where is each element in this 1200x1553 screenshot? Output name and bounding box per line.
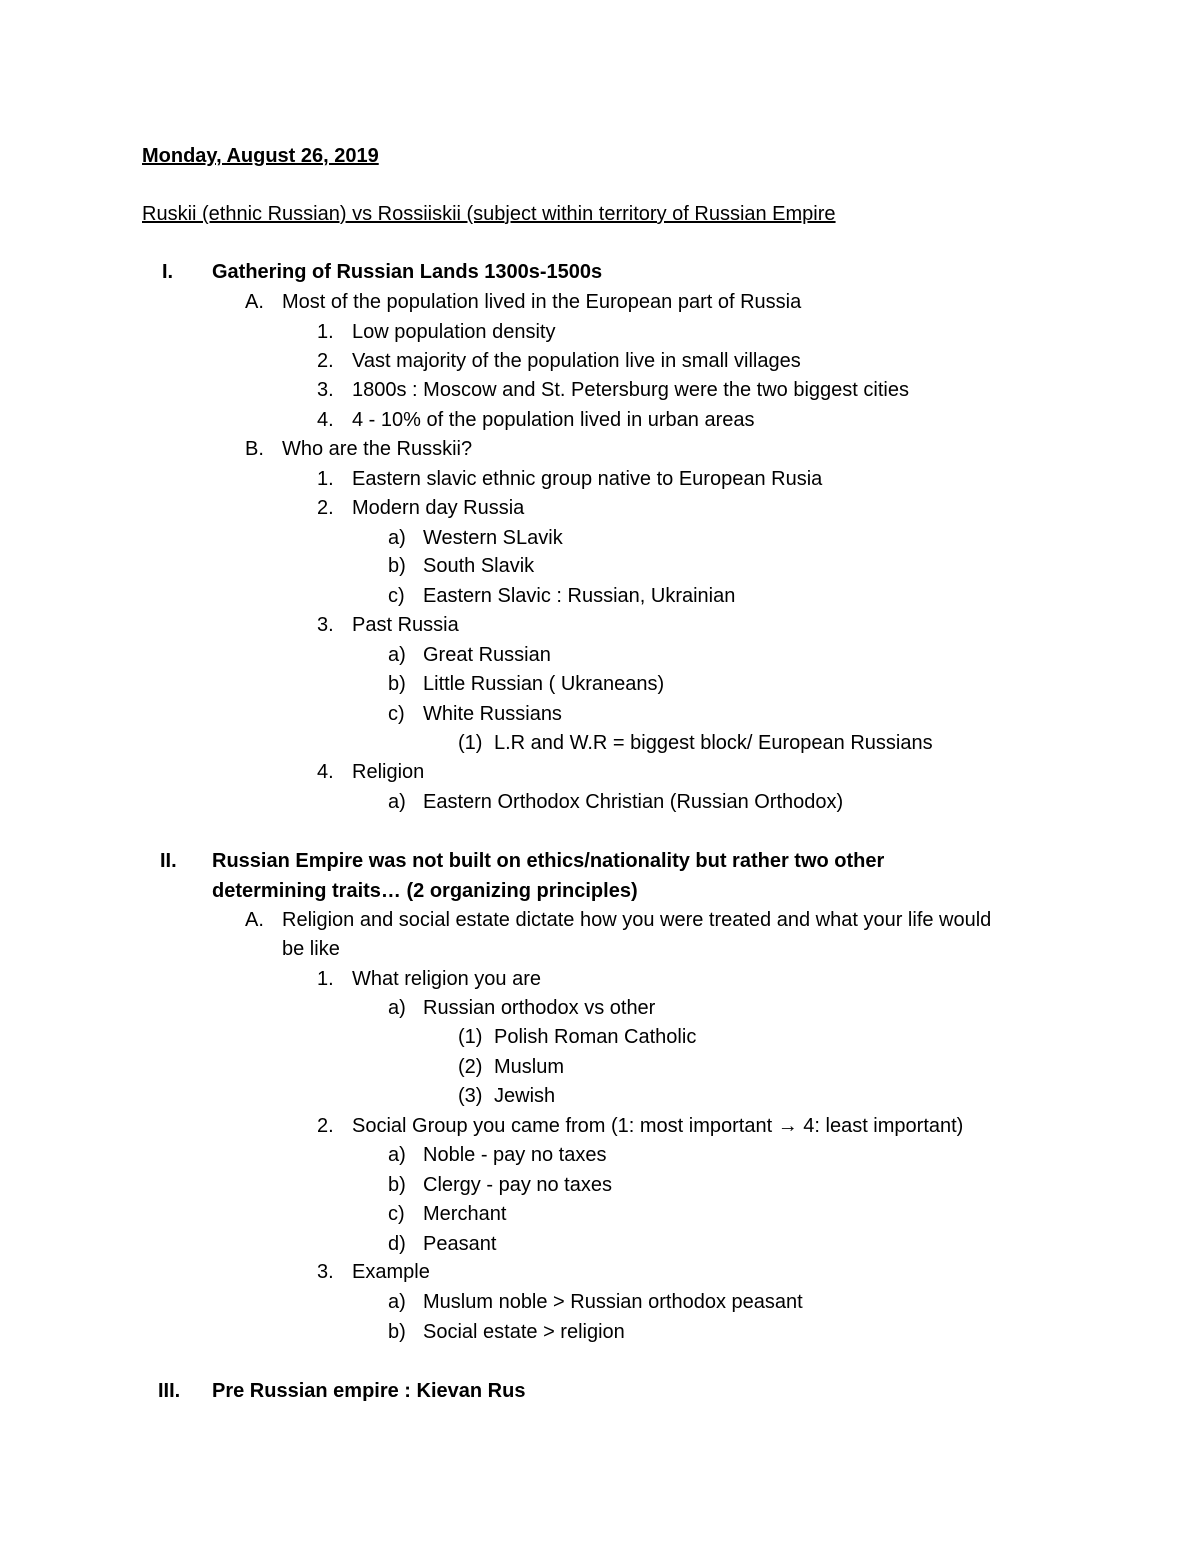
list-text: Noble - pay no taxes <box>423 1144 607 1166</box>
list-item <box>0 464 1200 494</box>
list-item <box>0 964 1200 994</box>
list-text: Vast majority of the population live in small villages <box>352 350 801 372</box>
list-marker: a) <box>388 997 406 1019</box>
section-title: Russian Empire was not built on ethics/nationality but rather two other <box>212 850 885 872</box>
list-item <box>0 581 1200 611</box>
list-text: Muslum noble > Russian orthodox peasant <box>423 1291 803 1313</box>
list-marker: 3. <box>317 1261 334 1283</box>
list-item <box>0 1022 1200 1052</box>
list-text: Social estate > religion <box>423 1321 625 1343</box>
list-item <box>0 787 1200 817</box>
list-text: Example <box>352 1261 430 1283</box>
list-marker: c) <box>388 703 405 725</box>
list-item <box>0 699 1200 729</box>
list-text: South Slavik <box>423 555 535 577</box>
list-text: Social Group you came from (1: most important → 4: least important) <box>352 1115 964 1137</box>
list-item <box>0 1140 1200 1170</box>
page-title: Monday, August 26, 2019 <box>142 145 379 167</box>
list-marker: c) <box>388 1203 405 1225</box>
list-item <box>0 1052 1200 1082</box>
list-text: Little Russian ( Ukraneans) <box>423 673 665 695</box>
list-item <box>0 1081 1200 1111</box>
list-item <box>0 346 1200 376</box>
list-text: Eastern Orthodox Christian (Russian Orthodox) <box>423 791 844 813</box>
list-marker: 1. <box>317 968 334 990</box>
list-item <box>0 551 1200 581</box>
list-text: Eastern slavic ethnic group native to European Rusia <box>352 468 823 490</box>
list-marker: 1. <box>317 321 334 343</box>
page-subtitle: Ruskii (ethnic Russian) vs Rossiiskii (subject within territory of Russian Empire <box>142 203 836 225</box>
list-item <box>0 993 1200 1023</box>
list-text: Peasant <box>423 1233 497 1255</box>
list-item <box>0 1229 1200 1259</box>
section-marker: I. <box>162 261 174 283</box>
list-marker: b) <box>388 1321 406 1343</box>
list-text: Low population density <box>352 321 556 343</box>
list-text: Jewish <box>494 1085 556 1107</box>
list-item <box>0 405 1200 435</box>
section-title: Gathering of Russian Lands 1300s-1500s <box>212 261 603 283</box>
list-item <box>0 434 1200 464</box>
list-item <box>0 493 1200 523</box>
list-item <box>0 1257 1200 1287</box>
list-marker: (2) <box>458 1056 483 1078</box>
list-item <box>0 669 1200 699</box>
list-text: be like <box>282 938 340 960</box>
list-marker: a) <box>388 1144 406 1166</box>
list-text: What religion you are <box>352 968 541 990</box>
list-text: Clergy - pay no taxes <box>423 1174 612 1196</box>
list-text: 4 - 10% of the population lived in urban areas <box>352 409 755 431</box>
list-text: Russian orthodox vs other <box>423 997 656 1019</box>
list-item <box>0 757 1200 787</box>
list-marker: B. <box>245 438 264 460</box>
list-item <box>0 1170 1200 1200</box>
list-text: Muslum <box>494 1056 565 1078</box>
list-marker: (1) <box>458 732 483 754</box>
list-marker: b) <box>388 555 406 577</box>
list-marker: 1. <box>317 468 334 490</box>
list-marker: 4. <box>317 409 334 431</box>
list-marker: a) <box>388 791 406 813</box>
list-text: Who are the Russkii? <box>282 438 473 460</box>
list-marker: 2. <box>317 497 334 519</box>
section-marker: III. <box>158 1380 181 1402</box>
list-item <box>0 317 1200 347</box>
list-item <box>0 287 1200 317</box>
list-item <box>0 728 1200 758</box>
list-item <box>0 610 1200 640</box>
list-text: Religion <box>352 761 425 783</box>
list-marker: 4. <box>317 761 334 783</box>
list-marker: (3) <box>458 1085 483 1107</box>
list-text: Western SLavik <box>423 527 563 549</box>
list-marker: A. <box>245 291 264 313</box>
list-marker: d) <box>388 1233 406 1255</box>
list-text: Great Russian <box>423 644 551 666</box>
section-title: Pre Russian empire : Kievan Rus <box>212 1380 526 1402</box>
list-item <box>0 375 1200 405</box>
list-marker: a) <box>388 644 406 666</box>
list-text: L.R and W.R = biggest block/ European Russians <box>494 732 933 754</box>
list-item <box>0 640 1200 670</box>
list-item <box>0 1317 1200 1347</box>
list-item <box>0 934 1200 964</box>
list-marker: b) <box>388 1174 406 1196</box>
list-item <box>0 905 1200 935</box>
list-item <box>0 1111 1200 1141</box>
list-marker: A. <box>245 909 264 931</box>
list-marker: b) <box>388 673 406 695</box>
list-marker: 2. <box>317 1115 334 1137</box>
list-marker: (1) <box>458 1026 483 1048</box>
list-text: Polish Roman Catholic <box>494 1026 697 1048</box>
list-text: Most of the population lived in the European part of Russia <box>282 291 802 313</box>
list-marker: a) <box>388 1291 406 1313</box>
section-title: determining traits… (2 organizing principles) <box>212 880 638 902</box>
list-text: White Russians <box>423 703 562 725</box>
list-item <box>0 1287 1200 1317</box>
list-marker: a) <box>388 527 406 549</box>
list-marker: 2. <box>317 350 334 372</box>
list-marker: c) <box>388 585 405 607</box>
section-marker: II. <box>160 850 177 872</box>
list-text: Merchant <box>423 1203 507 1225</box>
list-marker: 3. <box>317 379 334 401</box>
list-text: Religion and social estate dictate how you were treated and what your life would <box>282 909 992 931</box>
list-item <box>0 1199 1200 1229</box>
list-item <box>0 523 1200 553</box>
list-marker: 3. <box>317 614 334 636</box>
list-text: 1800s : Moscow and St. Petersburg were the two biggest cities <box>352 379 909 401</box>
list-text: Past Russia <box>352 614 459 636</box>
list-text: Eastern Slavic : Russian, Ukrainian <box>423 585 736 607</box>
list-text: Modern day Russia <box>352 497 525 519</box>
